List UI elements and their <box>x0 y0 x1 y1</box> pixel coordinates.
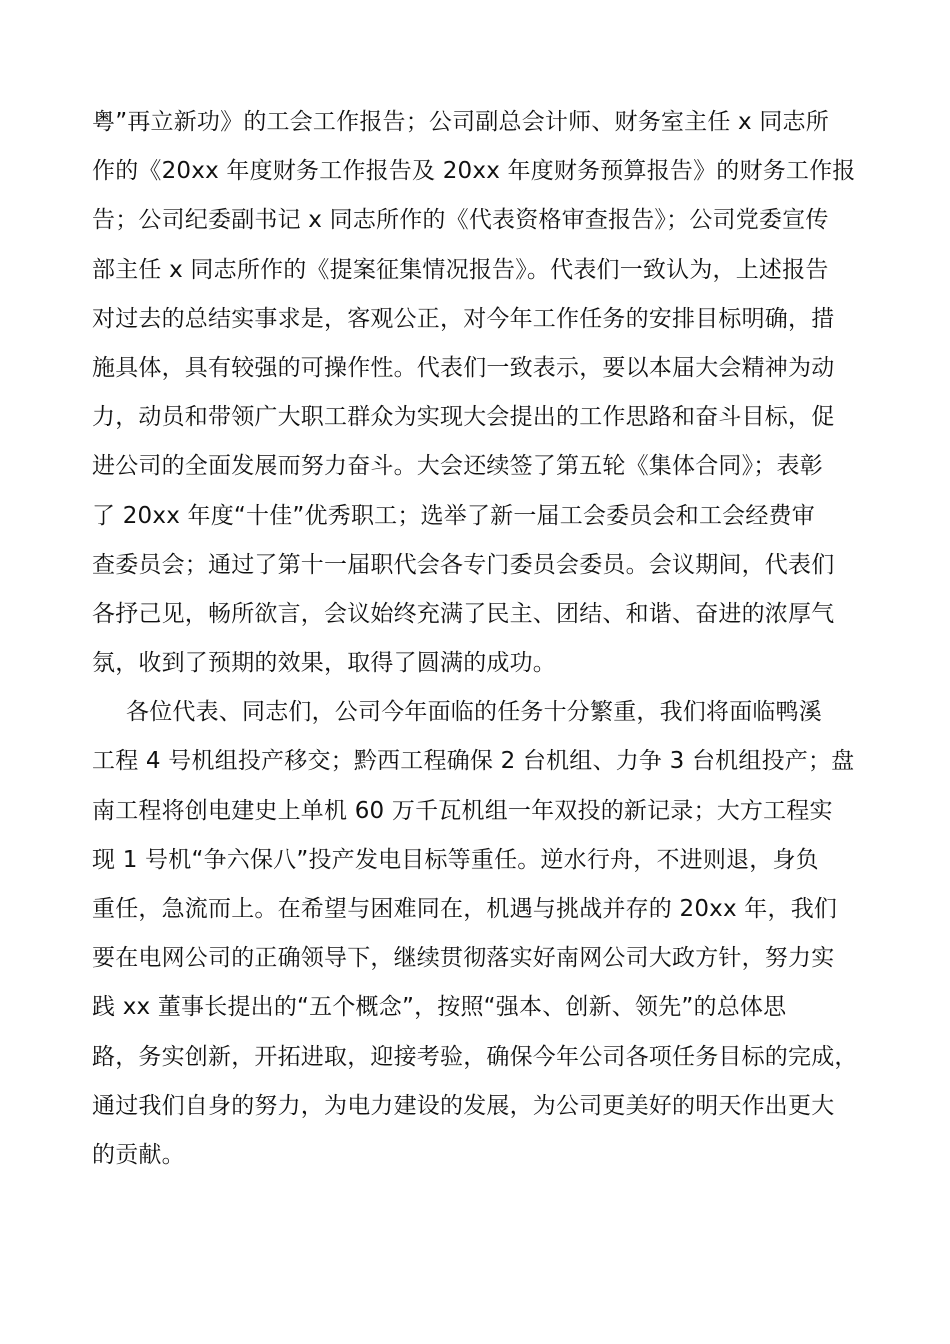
text-line: 作的《20xx 年度财务工作报告及 20xx 年度财务预算报告》的财务工作报 <box>92 158 856 185</box>
text-line: 路，务实创新，开拓进取，迎接考验，确保今年公司各项任务目标的完成， <box>92 1043 858 1070</box>
body-text <box>92 98 872 1180</box>
text-line: 的贡献。 <box>92 1141 185 1168</box>
text-line: 重任，急流而上。在希望与困难同在，机遇与挑战并存的 20xx 年，我们 <box>92 896 838 922</box>
text-line: 力，动员和带领广大职工群众为实现大会提出的工作思路和奋斗目标，促 <box>92 404 835 431</box>
text-line: 工程 4 号机组投产移交；黔西工程确保 2 台机组、力争 3 台机组投产；盘 <box>92 748 855 775</box>
text-line: 施具体，具有较强的可操作性。代表们一致表示，要以本届大会精神为动 <box>92 354 835 381</box>
text-line: 践 xx 董事长提出的“五个概念”，按照“强本、创新、领先”的总体思 <box>92 994 787 1021</box>
text-line: 告；公司纪委副书记 x 同志所作的《代表资格审查报告》；公司党委宣传 <box>92 207 829 234</box>
text-line: 对过去的总结实事求是，客观公正，对今年工作任务的安排目标明确，措 <box>92 305 835 332</box>
text-line: 各抒己见，畅所欲言，会议始终充满了民主、团结、和谐、奋进的浓厚气 <box>92 600 835 627</box>
text-line: 现 1 号机“争六保八”投产发电目标等重任。逆水行舟，不进则退，身负 <box>92 846 819 873</box>
text-line: 氛，收到了预期的效果，取得了圆满的成功。 <box>92 650 556 677</box>
text-line: 通过我们自身的努力，为电力建设的发展，为公司更美好的明天作出更大 <box>92 1092 835 1119</box>
text-line: 南工程将创电建史上单机 60 万千瓦机组一年双投的新记录；大方工程实 <box>92 797 833 824</box>
text-line: 部主任 x 同志所作的《提案征集情况报告》。代表们一致认为，上述报告 <box>92 256 829 283</box>
text-line: 了 20xx 年度“十佳”优秀职工；选举了新一届工会委员会和工会经费审 <box>92 502 815 529</box>
text-line: 要在电网公司的正确领导下，继续贯彻落实好南网公司大政方针，努力实 <box>92 945 835 972</box>
text-line: 查委员会；通过了第十一届职代会各专门委员会委员。会议期间，代表们 <box>92 551 835 578</box>
text-line: 进公司的全面发展而努力奋斗。大会还续签了第五轮《集体合同》；表彰 <box>92 453 823 480</box>
paragraph-first-line: 各位代表、同志们，公司今年面临的任务十分繁重，我们将面临鸭溪 <box>126 699 822 726</box>
text-line: 粤”再立新功》的工会工作报告；公司副总会计师、财务室主任 x 同志所 <box>92 109 829 135</box>
